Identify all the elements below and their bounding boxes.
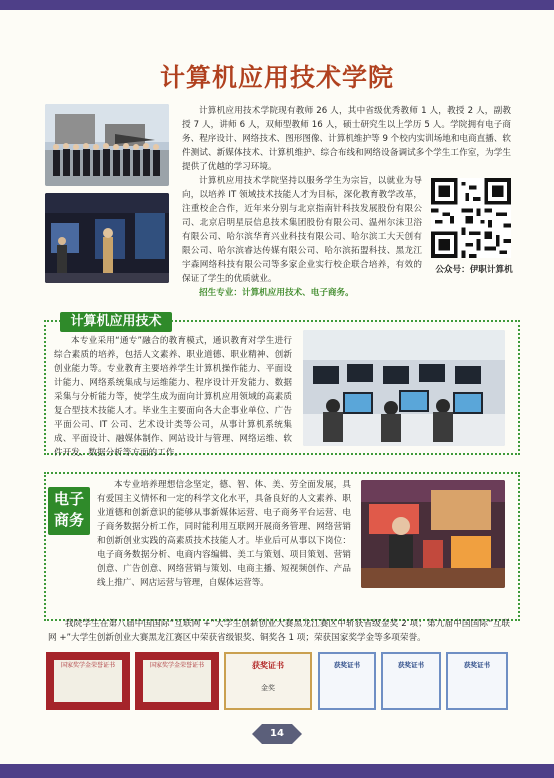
certificate-blue-2	[381, 652, 441, 710]
top-bar	[0, 0, 554, 10]
qr-caption: 公众号：伊职计算机	[435, 265, 513, 275]
ec-description: 本专业培养理想信念坚定，德、智、体、美、劳全面发展，具有爱国主义情怀和一定的科学文化水平，具备良好的人文素养、职业道德和创新意识的能够从事新媒体运营、电子商务平台运营、电子商务数据分析工作，同时能利用互联网开展商务管理、网络营销和创新创业实践的高素质技术技能人才。毕业后可从事以下岗位：电子商务数据分析、电商内容编辑、美工与策划、项目策划、营销创意、广告创意、网络营销与策划、电商主播、短视频创作、产品线上推广、网店运营与管理，自媒体运营等。	[97, 480, 351, 588]
page-title: 计算机应用技术学院	[159, 63, 394, 92]
certificate-blue-1	[318, 652, 376, 710]
certificate-gold-title: 获奖证书	[252, 661, 284, 670]
certificate-gold	[224, 652, 312, 710]
ec-tag-line-2: 商务	[53, 511, 84, 529]
certificate-red-1-title: 国家奖学金荣誉证书	[54, 660, 122, 702]
certificate-red-2-title: 国家奖学金荣誉证书	[143, 660, 211, 702]
ec-livestream-photo	[361, 480, 505, 588]
certificate-blue-2-title: 获奖证书	[398, 661, 424, 669]
page-number: 14	[270, 728, 284, 739]
certificate-red-1	[46, 652, 130, 710]
ec-tag-line-1: 电子	[53, 490, 84, 508]
certificate-red-2	[135, 652, 219, 710]
certificate-gold-grade: 金奖	[261, 684, 275, 692]
qr-code[interactable]	[431, 178, 511, 258]
intro-paragraph-1: 计算机应用技术学院现有教师 26 人，其中省级优秀教师 1 人，教授 2 人，副教授 7 人，讲师 6 人，双师型教师 16 人，硕士研究生以上学历 5 人。学院拥有电子商务、程序设计、网络技术、图形图像、计算机维护等 9 个校内实训场地和电商直播、软件测试、新媒体技术、计算机维护、综合布线和网络设备调试多个学生工作室，为学生提供了优越的学习环境。	[182, 106, 511, 172]
awards-summary: 我院学生在第八届中国国际“互联网 +”大学生创新创业大赛黑龙江赛区中斩获省级金奖 2 项；第九届中国国际“互联网 +”大学生创新创业大赛黑龙江赛区中荣获省级银奖、铜奖各 1 项；荣获国家奖学金等多项荣誉。	[48, 619, 510, 643]
certificate-blue-3-title: 获奖证书	[464, 661, 490, 669]
lab-photo	[45, 193, 169, 283]
intro-paragraph-2: 计算机应用技术学院坚持以服务学生为宗旨，以就业为导向，以培养 IT 领域技术技能人才为目标，深化教育教学改革，注重校企合作，近年来分别与北京指南针科技发展股份有限公司、北京启明星辰信息技术集团股份有限公司、温州尔沫卫浴有限公司、哈尔滨华育兴业科技有限公司、哈尔滨工大天创有限公司、哈尔滨睿达传媒有限公司、哈尔滨拓盟科技、黑龙江宇森网络科技有限公司等多家企业实行校企联合培养，有效的保证了学生的优质就业。	[182, 176, 422, 284]
ec-section-tag	[48, 487, 90, 535]
certificate-blue-1-title: 获奖证书	[334, 661, 360, 669]
group-photo	[45, 104, 169, 186]
cs-section-tag: 计算机应用技术	[60, 312, 172, 332]
bottom-bar	[0, 764, 554, 778]
cs-description: 本专业采用“通专”融合的教育模式，通识教育对学生进行综合素质的培养，包括人文素养、职业道德、职业精神、创新创业能力等。专业教育主要培养学生计算机操作能力、平面设计能力、网络系统集成与运维能力、程序设计开发能力、数据采集与分析能力等，使学生成为面向计算机应用领域的高素质复合型技术技能人才。毕业生主要面向各大企事业单位、广告平面公司、IT 公司、艺术设计类等公司，从事计算机系统集成、平面设计、融媒体制作、网站设计与管理、网络运维、软件开发、数据分析等方面的工作。	[54, 336, 292, 458]
cs-classroom-photo	[303, 330, 505, 446]
page-number-badge	[252, 724, 302, 744]
certificate-blue-3	[446, 652, 508, 710]
ec-description-upper	[97, 478, 351, 590]
enroll-majors: 招生专业：计算机应用技术、电子商务。	[199, 288, 354, 298]
